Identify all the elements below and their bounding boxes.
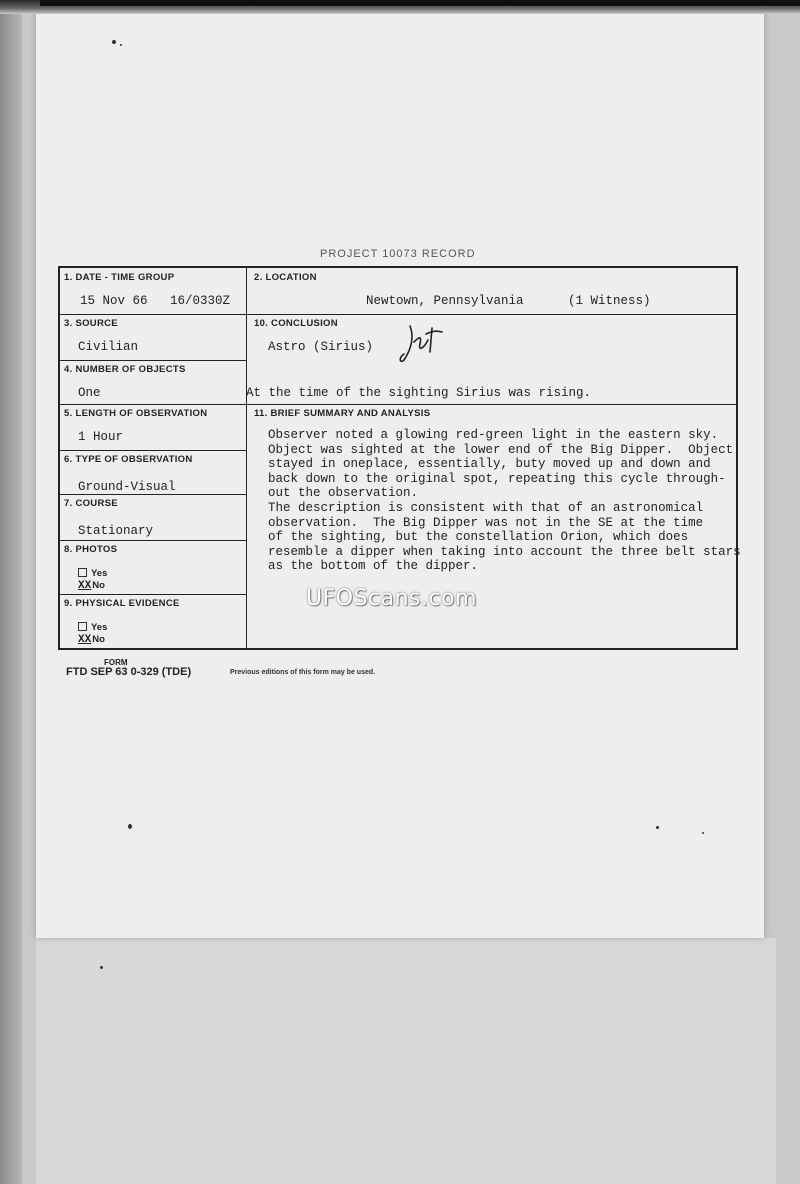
dust-speck <box>656 826 659 829</box>
dust-speck <box>112 40 116 44</box>
date-time-group-label: 1. DATE - TIME GROUP <box>64 272 175 283</box>
checkbox-icon <box>78 622 87 631</box>
summary-line: as the bottom of the dipper. <box>268 559 479 574</box>
summary-line: resemble a dipper when taking into account the three belt stars <box>268 544 741 559</box>
summary-label: 11. BRIEF SUMMARY AND ANALYSIS <box>254 408 431 419</box>
conclusion-value: Astro (Sirius) <box>268 340 374 354</box>
source-label: 3. SOURCE <box>64 318 118 329</box>
checkbox-icon <box>78 568 87 577</box>
summary-line: out the observation. <box>268 486 419 501</box>
number-of-objects-value: One <box>78 386 101 400</box>
photos-yes-label: Yes <box>91 568 108 579</box>
conclusion-label: 10. CONCLUSION <box>254 318 338 329</box>
form-header: PROJECT 10073 RECORD <box>320 248 476 260</box>
film-edge-top-dark <box>40 0 800 6</box>
photos-no-mark: XX <box>78 580 92 592</box>
footer-form-word: FORM <box>104 658 128 667</box>
dust-speck <box>120 44 122 46</box>
handwritten-initials <box>396 322 446 366</box>
row-divider <box>60 494 246 495</box>
physical-evidence-yes-label: Yes <box>91 622 108 633</box>
course-value: Stationary <box>78 524 154 538</box>
column-divider <box>246 268 247 648</box>
row-divider <box>60 594 246 595</box>
photos-no-label: No <box>92 580 105 591</box>
dust-speck <box>702 832 704 834</box>
summary-line: observation. The Big Dipper was not in the SE at the time <box>268 515 704 530</box>
footer-note: Previous editions of this form may be used. <box>230 669 376 676</box>
summary-line: Observer noted a glowing red-green light in the eastern sky. <box>268 428 719 442</box>
physical-evidence-yes-option <box>78 622 107 633</box>
film-edge-left <box>0 0 22 1184</box>
physical-evidence-no-label: No <box>92 634 105 645</box>
summary-line: stayed in oneplace, essentially, buty moved up and down and <box>268 457 711 472</box>
row-divider <box>60 450 246 451</box>
summary-line: Object was sighted at the lower end of the Big Dipper. Object <box>268 442 734 457</box>
number-of-objects-label: 4. NUMBER OF OBJECTS <box>64 364 186 375</box>
time-value: 16/0330Z <box>170 294 231 308</box>
witness-value: (1 Witness) <box>568 294 651 308</box>
row-divider <box>60 314 736 315</box>
type-of-observation-value: Ground-Visual <box>78 480 176 494</box>
dust-speck <box>100 966 103 969</box>
watermark: UFOScans.com <box>306 586 477 611</box>
date-value: 15 Nov 66 <box>80 294 148 308</box>
photos-yes-option <box>78 568 107 579</box>
summary-line: back down to the original spot, repeating this cycle through- <box>268 471 726 486</box>
dust-speck <box>128 824 132 829</box>
physical-evidence-no-option <box>78 634 105 646</box>
length-of-observation-value: 1 Hour <box>78 430 124 444</box>
footer-form-id: FTD SEP 63 0-329 (TDE) <box>66 666 192 678</box>
course-label: 7. COURSE <box>64 498 118 509</box>
row-divider <box>60 360 246 361</box>
location-value: Newtown, Pennsylvania <box>366 294 524 308</box>
summary-line: The description is consistent with that of an astronomical <box>268 501 704 515</box>
location-label: 2. LOCATION <box>254 272 317 283</box>
physical-evidence-label: 9. PHYSICAL EVIDENCE <box>64 598 180 609</box>
row-divider <box>60 540 246 541</box>
row-divider <box>60 404 736 405</box>
physical-evidence-no-mark: XX <box>78 634 92 646</box>
photos-no-option <box>78 580 105 592</box>
conclusion-note: At the time of the sighting Sirius was rising. <box>246 386 592 400</box>
type-of-observation-label: 6. TYPE OF OBSERVATION <box>64 454 193 465</box>
lower-background-sheet <box>36 938 776 1184</box>
summary-line: of the sighting, but the constellation Orion, which does <box>268 530 689 545</box>
source-value: Civilian <box>78 340 139 354</box>
photos-label: 8. PHOTOS <box>64 544 118 555</box>
length-of-observation-label: 5. LENGTH OF OBSERVATION <box>64 408 208 419</box>
